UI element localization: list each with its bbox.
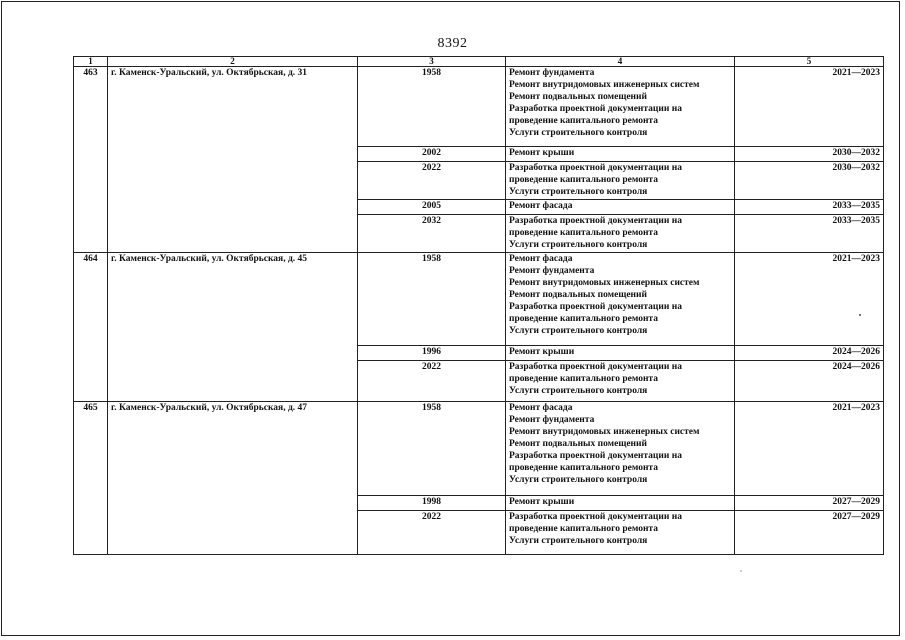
work-types-cell (506, 511, 735, 555)
work-type-line: Ремонт фасада (509, 403, 573, 413)
work-type-line: Услуги строительного контроля (509, 128, 648, 138)
work-type-line: Услуги строительного контроля (509, 536, 648, 546)
work-type-line: проведение капитального ремонта (509, 463, 658, 473)
work-type-line: проведение капитального ремонта (509, 524, 658, 534)
table-row (74, 253, 884, 346)
building-address: г. Каменск-Уральский, ул. Октябрьская, д. 47 (108, 402, 358, 555)
year-cell: 2022 (358, 361, 506, 402)
work-type-line: Услуги строительного контроля (509, 326, 648, 336)
work-type-line: Ремонт фундамента (509, 266, 595, 276)
column-number: 3 (358, 57, 506, 67)
work-types-cell (506, 361, 735, 402)
entry-number: 464 (74, 253, 108, 402)
year-cell: 1998 (358, 496, 506, 511)
work-type-line: Ремонт внутридомовых инженерных систем (509, 80, 700, 90)
building-address: г. Каменск-Уральский, ул. Октябрьская, д. 31 (108, 67, 358, 253)
planned-period-cell: 2024—2026 (735, 346, 884, 361)
year-cell: 2002 (358, 147, 506, 162)
planned-period-cell: 2030—2032 (735, 147, 884, 162)
building-address: г. Каменск-Уральский, ул. Октябрьская, д. 45 (108, 253, 358, 402)
column-number: 2 (108, 57, 358, 67)
work-types-cell (506, 496, 735, 511)
work-type-line: Ремонт внутридомовых инженерных систем (509, 278, 700, 288)
column-number: 1 (74, 57, 108, 67)
year-cell: 2005 (358, 200, 506, 215)
year-cell: 1958 (358, 402, 506, 496)
work-type-line: Услуги строительного контроля (509, 240, 648, 250)
work-type-line: Разработка проектной документации на (509, 216, 682, 226)
work-type-line: проведение капитального ремонта (509, 116, 658, 126)
capital-repair-table (73, 56, 884, 555)
work-type-line: Ремонт фундамента (509, 68, 595, 78)
work-type-line: Разработка проектной документации на (509, 512, 682, 522)
work-type-line: Ремонт крыши (509, 148, 575, 158)
planned-period-cell: 2027—2029 (735, 511, 884, 555)
work-type-line: Услуги строительного контроля (509, 386, 648, 396)
work-type-line: Ремонт подвальных помещений (509, 92, 647, 102)
year-cell: 1958 (358, 253, 506, 346)
planned-period-cell: 2033—2035 (735, 215, 884, 253)
work-types-cell (506, 215, 735, 253)
work-type-line: Разработка проектной документации на (509, 104, 682, 114)
work-types-cell (506, 147, 735, 162)
table-header (74, 57, 884, 67)
work-type-line: Разработка проектной документации на (509, 163, 682, 173)
column-number: 5 (735, 57, 884, 67)
year-cell: 1958 (358, 67, 506, 147)
work-type-line: проведение капитального ремонта (509, 374, 658, 384)
entry-number: 465 (74, 402, 108, 555)
planned-period-cell: 2024—2026 (735, 361, 884, 402)
work-type-line: Ремонт внутридомовых инженерных систем (509, 427, 700, 437)
scan-speck (740, 570, 742, 572)
column-number-row (74, 57, 884, 67)
entry-number: 463 (74, 67, 108, 253)
work-types-cell (506, 67, 735, 147)
work-type-line: проведение капитального ремонта (509, 314, 658, 324)
year-cell: 2022 (358, 511, 506, 555)
work-type-line: Ремонт фасада (509, 254, 573, 264)
planned-period-cell: 2027—2029 (735, 496, 884, 511)
planned-period-cell: 2021—2023 (735, 402, 884, 496)
scan-speck (859, 314, 861, 316)
work-type-line: Ремонт фундамента (509, 415, 595, 425)
table-body (74, 67, 884, 555)
planned-period-cell: 2021—2023 (735, 253, 884, 346)
work-type-line: Ремонт крыши (509, 347, 575, 357)
page-number: 8392 (437, 36, 468, 51)
table-row (74, 402, 884, 496)
table-row (74, 67, 884, 147)
work-types-cell (506, 402, 735, 496)
work-types-cell (506, 200, 735, 215)
work-types-cell (506, 253, 735, 346)
planned-period-cell: 2021—2023 (735, 67, 884, 147)
year-cell: 1996 (358, 346, 506, 361)
work-type-line: Ремонт фасада (509, 201, 573, 211)
work-type-line: Ремонт подвальных помещений (509, 290, 647, 300)
work-types-cell (506, 162, 735, 200)
work-type-line: Ремонт подвальных помещений (509, 439, 647, 449)
year-cell: 2022 (358, 162, 506, 200)
work-types-cell (506, 346, 735, 361)
column-number: 4 (506, 57, 735, 67)
planned-period-cell: 2030—2032 (735, 162, 884, 200)
work-type-line: Услуги строительного контроля (509, 187, 648, 197)
work-type-line: проведение капитального ремонта (509, 175, 658, 185)
work-type-line: проведение капитального ремонта (509, 228, 658, 238)
year-cell: 2032 (358, 215, 506, 253)
work-type-line: Разработка проектной документации на (509, 362, 682, 372)
work-type-line: Услуги строительного контроля (509, 475, 648, 485)
planned-period-cell: 2033—2035 (735, 200, 884, 215)
work-type-line: Ремонт крыши (509, 497, 575, 507)
work-type-line: Разработка проектной документации на (509, 451, 682, 461)
work-type-line: Разработка проектной документации на (509, 302, 682, 312)
